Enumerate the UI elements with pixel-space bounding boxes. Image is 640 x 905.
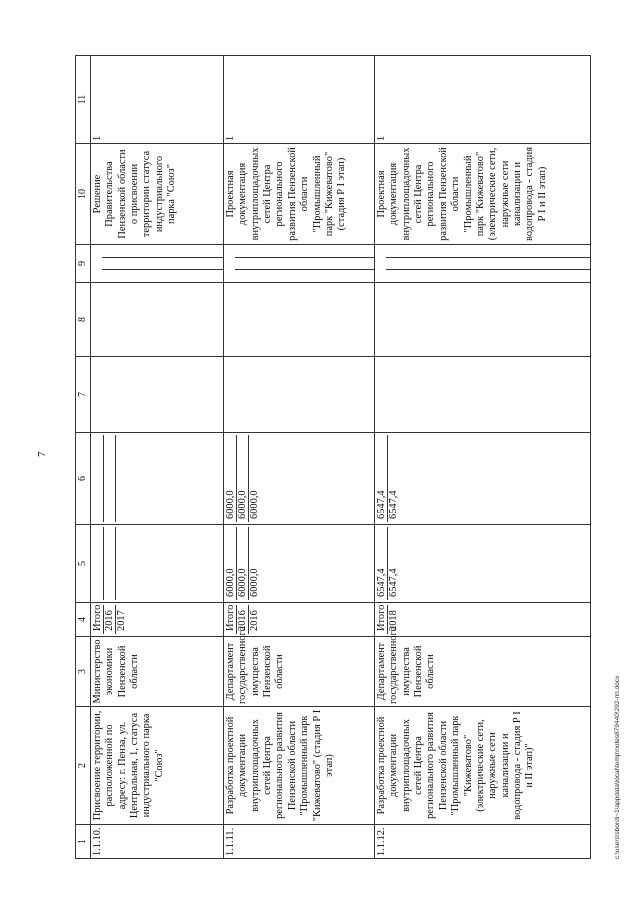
year-value: Итого: [376, 605, 388, 634]
years-cell: [374, 603, 590, 637]
amount-cell: [223, 433, 374, 525]
amount-value: [116, 527, 127, 600]
amount-value: [92, 435, 104, 522]
amount-value: 6547,4: [376, 527, 388, 600]
amount-value: 6547,4: [376, 435, 388, 522]
col-header: 6: [76, 433, 91, 525]
empty-cell: [223, 357, 374, 433]
empty-cell: [90, 357, 223, 433]
col-header: 8: [76, 283, 91, 357]
amount-value: [92, 527, 104, 600]
amount-value: 6000,0: [225, 527, 237, 600]
year-value: 2016: [237, 605, 249, 634]
measure-name: Разработка проектной документации внутриплощадочных сетей Центра регионального развития Пензенской области "Промышленный парк "Кижеватово" (стадия Р I этап): [223, 707, 374, 825]
col-header: 1: [76, 825, 91, 859]
col-header: 10: [76, 144, 91, 245]
years-cell: [90, 603, 223, 637]
executor: Департамент государственного имущества Пензенской области: [223, 637, 374, 707]
year-value: 2017: [115, 610, 127, 631]
amount-value: 6000,0: [248, 568, 260, 597]
result: Проектная документация внутриплощадочных сетей Центра регионального развития Пензенской области "Промышленный парк "Кижеватово" (электрические сети, наружные сети канализации и водопровода - стадия Р I и II этап): [374, 144, 590, 245]
amount-cell: [374, 433, 590, 525]
empty-cell: [374, 283, 590, 357]
amount-value: 6547,4: [387, 568, 399, 597]
empty-cell: [374, 245, 590, 283]
program-table: [75, 55, 591, 859]
amount-value: [116, 435, 127, 522]
measure-name: Присвоение территории, расположенной по адресу: г. Пенза, ул. Центральная, 1, статуса индустриального парка "Союз": [90, 707, 223, 825]
executor: Министерство экономики Пензенской области: [90, 637, 223, 707]
col-header: 9: [76, 245, 91, 283]
footer-file-path: c:\users\sbordi~1\appdata\local\temp\notes879440\292-пп.docx: [614, 675, 621, 859]
year-value: Итого: [225, 605, 237, 634]
measure-name: Разработка проектной документации внутриплощадочных сетей Центра регионального развития Пензенской области "Промышленный парк "Кижеватово" (электрические сети, наружные сети канализации и водопровода - стадия Р I и II этап)": [374, 707, 590, 825]
col-header: 3: [76, 637, 91, 707]
amount-value: [104, 435, 116, 522]
amount-cell: [90, 433, 223, 525]
result: Проектная документация внутриплощадочных сетей Центра регионального развития Пензенской области "Промышленный парк "Кижеватово" (стадия Р I этап): [223, 144, 374, 245]
empty-cell: [90, 245, 223, 283]
amount-value: 6000,0: [237, 527, 249, 600]
col-header: 2: [76, 707, 91, 825]
amount-cell: [374, 525, 590, 603]
indicator-value: 1: [90, 56, 223, 144]
year-value: Итого: [92, 605, 104, 634]
amount-value: [104, 527, 116, 600]
table-row: [374, 56, 590, 859]
amount-value: 6547,4: [387, 490, 399, 519]
amount-value: 6000,0: [248, 490, 260, 519]
table-row: [223, 56, 374, 859]
row-number: 1.1.10.: [90, 825, 223, 859]
empty-cell: [374, 357, 590, 433]
amount-value: 6000,0: [225, 435, 237, 522]
executor: Департамент государственного имущества Пензенской области: [374, 637, 590, 707]
amount-cell: [223, 525, 374, 603]
col-header: 7: [76, 357, 91, 433]
empty-cell: [223, 283, 374, 357]
col-header: 5: [76, 525, 91, 603]
year-value: 2016: [248, 610, 260, 631]
year-value: 2016: [104, 605, 116, 634]
empty-cell: [223, 245, 374, 283]
page-number: 7: [36, 451, 48, 457]
indicator-value: 1: [223, 56, 374, 144]
amount-value: 6000,0: [237, 435, 249, 522]
col-header: 11: [76, 56, 91, 144]
row-number: 1.1.11.: [223, 825, 374, 859]
amount-cell: [90, 525, 223, 603]
year-value: 2018: [387, 610, 399, 631]
col-header: 4: [76, 603, 91, 637]
header-row: [76, 56, 91, 859]
result: Решение Правительства Пензенской области о присвоении территории статуса индустриального парка "Союз": [90, 144, 223, 245]
empty-cell: [90, 283, 223, 357]
row-number: 1.1.12.: [374, 825, 590, 859]
indicator-value: 1: [374, 56, 590, 144]
table-row: [90, 56, 223, 859]
